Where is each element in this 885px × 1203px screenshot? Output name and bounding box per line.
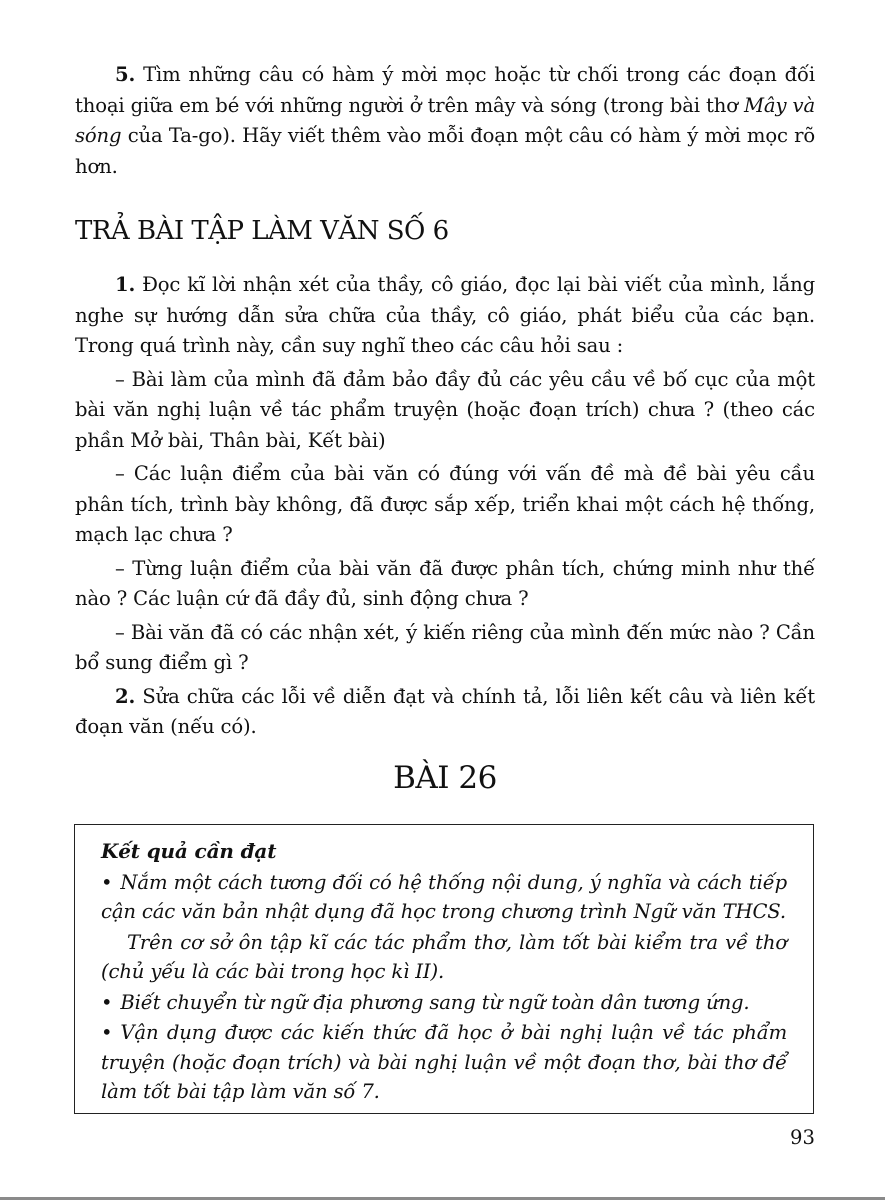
section-item-2 [75,682,815,743]
exercise-5-text-after: của Ta-go). Hãy viết thêm vào mỗi đoạn một câu có hàm ý mời mọc rõ hơn. [75,124,815,178]
objective-1 [101,868,787,927]
lesson-title: BÀI 26 [393,760,497,796]
objective-3 [101,1018,787,1107]
objectives-title [101,837,787,867]
question-3: – Từng luận điểm của bài văn đã được phân tích, chứng minh như thế nào ? Các luận cứ đã đầy đủ, sinh động chưa ? [75,556,815,610]
section-item-1-text: Đọc kĩ lời nhận xét của thầy, cô giáo, đọc lại bài viết của mình, lắng nghe sự hướng dẫn sửa chữa của thầy, cô giáo, phát biểu của các bạn. Trong quá trình này, cần suy nghĩ theo các câu hỏi sau : [75,273,815,357]
section-title: TRẢ BÀI TẬP LÀM VĂN SỐ 6 [75,216,449,246]
page-number: 93 [790,1126,815,1149]
objective-2 [101,988,787,1018]
bullet-icon: • [101,1021,113,1044]
section-item-2-text: Sửa chữa các lỗi về diễn đạt và chính tả, lỗi liên kết câu và liên kết đoạn văn (nếu có). [75,684,815,738]
poem-title: Mây và sóng [75,93,815,147]
objective-1-continuation: Trên cơ sở ôn tập kĩ các tác phẩm thơ, làm tốt bài kiểm tra về thơ (chủ yếu là các bài trong học kì II). [101,930,787,983]
section-item-2-number: 2. [115,684,136,708]
objective-1-text: Nắm một cách tương đối có hệ thống nội dung, ý nghĩa và cách tiếp cận các văn bản nhật dụng đã học trong chương trình Ngữ văn THCS. [101,870,787,923]
section-item-1 [75,270,815,362]
objective-3-text: Vận dụng được các kiến thức đã học ở bài nghị luận về tác phẩm truyện (hoặc đoạn trích) và bài nghị luận về một đoạn thơ, bài thơ để làm tốt bài tập làm văn số 7. [101,1021,787,1103]
bottom-rule [0,1197,885,1200]
exercise-5-text-before: Tìm những câu có hàm ý mời mọc hoặc từ chối trong các đoạn đối thoại giữa em bé với những người ở trên mây và sóng (trong bài thơ [75,63,815,117]
objective-2-text: Biết chuyển từ ngữ địa phương sang từ ngữ toàn dân tương ứng. [120,990,750,1014]
page-content [75,60,815,743]
bullet-icon: • [101,870,113,894]
question-4: – Bài văn đã có các nhận xét, ý kiến riêng của mình đến mức nào ? Cần bổ sung điểm gì ? [75,620,815,674]
bullet-icon: • [101,990,113,1014]
exercise-5 [75,60,815,182]
exercise-5-number: 5. [115,63,136,86]
question-2: – Các luận điểm của bài văn có đúng với vấn đề mà đề bài yêu cầu phân tích, trình bày không, đã được sắp xếp, triển khai một cách hệ thống, mạch lạc chưa ? [75,462,815,546]
question-1: – Bài làm của mình đã đảm bảo đầy đủ các yêu cầu về bố cục của một bài văn nghị luận về tác phẩm truyện (hoặc đoạn trích) chưa ? (theo các phần Mở bài, Thân bài, Kết bài) [75,367,815,452]
objectives-box [74,824,814,1114]
objectives-title-text: Kết quả cần đạt [101,839,277,863]
lesson-heading [75,758,815,798]
section-item-1-number: 1. [115,273,136,296]
